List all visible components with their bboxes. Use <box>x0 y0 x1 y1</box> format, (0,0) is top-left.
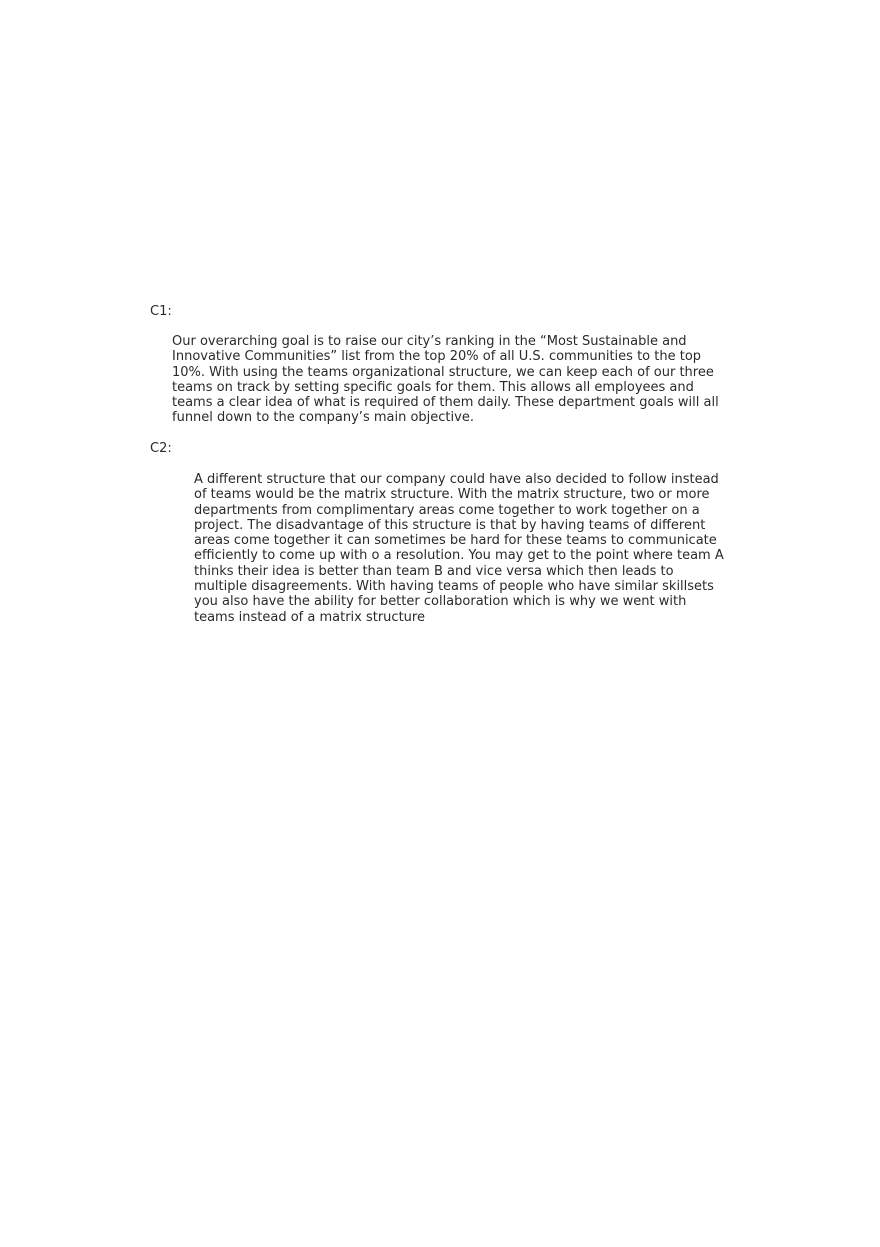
paragraph-line: teams a clear idea of what is required of them daily. These department goals will all <box>172 395 719 411</box>
paragraph-line: teams on track by setting specific goals for them. This allows all employees and <box>172 379 694 395</box>
paragraph-line: you also have the ability for better collaboration which is why we went with <box>194 594 687 610</box>
section-body-c1 <box>172 334 719 426</box>
paragraph-line: multiple disagreements. With having teams of people who have similar skillsets <box>194 579 714 595</box>
section-heading-c2: C2: <box>150 441 172 456</box>
paragraph-line: thinks their idea is better than team B and vice versa which then leads to <box>194 563 674 579</box>
paragraph-line: Innovative Communities” list from the top 20% of all U.S. communities to the top <box>172 349 702 365</box>
paragraph-line: funnel down to the company’s main objective. <box>172 410 474 426</box>
paragraph-line: A different structure that our company could have also decided to follow instead <box>194 472 719 487</box>
section-body-c2 <box>194 472 724 625</box>
paragraph-line: areas come together it can sometimes be hard for these teams to communicate <box>194 533 717 549</box>
paragraph-line: project. The disadvantage of this structure is that by having teams of different <box>194 517 706 533</box>
paragraph-line: 10%. With using the teams organizational structure, we can keep each of our three <box>172 364 714 380</box>
paragraph-line: Our overarching goal is to raise our city’s ranking in the “Most Sustainable and <box>172 334 687 349</box>
paragraph-line: of teams would be the matrix structure. With the matrix structure, two or more <box>194 487 710 503</box>
section-heading-c1: C1: <box>150 304 172 319</box>
paragraph-line: teams instead of a matrix structure <box>194 609 425 625</box>
paragraph-line: departments from complimentary areas come together to work together on a <box>194 502 700 518</box>
paragraph-line: efficiently to come up with o a resolution. You may get to the point where team A <box>194 548 724 564</box>
